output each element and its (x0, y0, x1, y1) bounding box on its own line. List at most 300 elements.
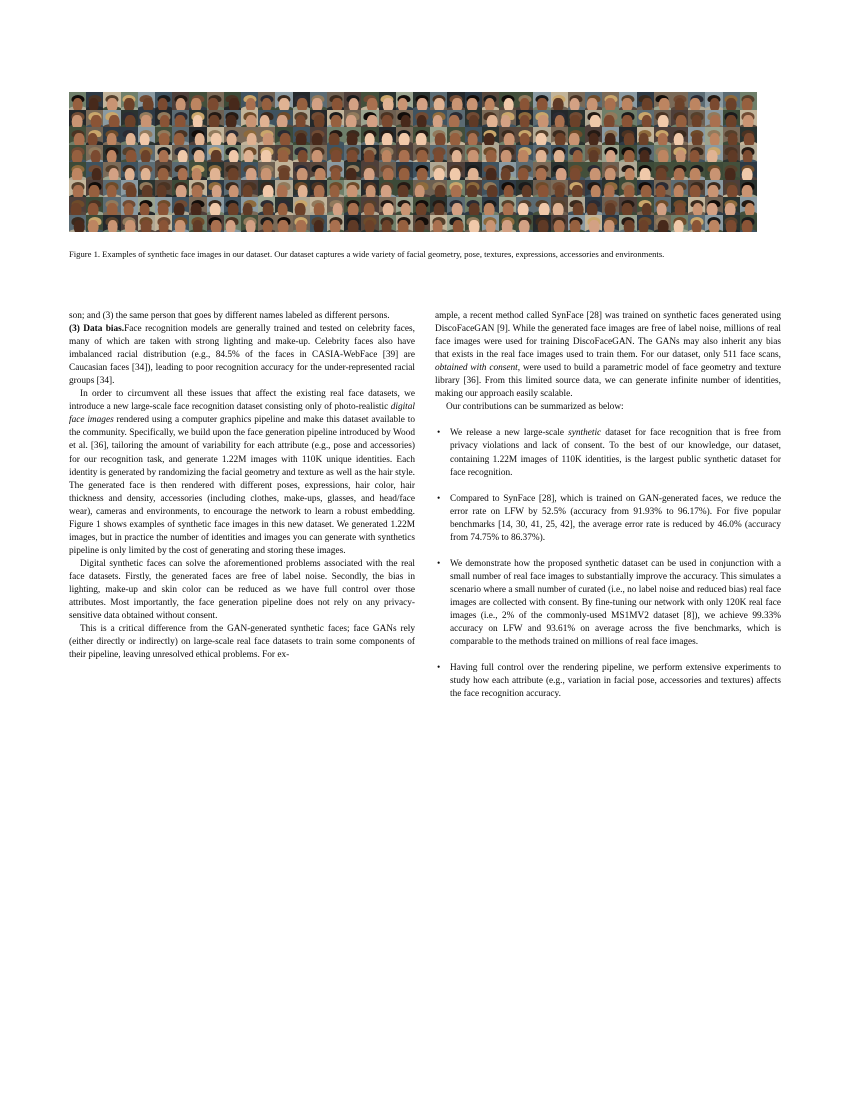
face-thumbnail (189, 127, 206, 145)
face-thumbnail (654, 127, 671, 145)
face-thumbnail (654, 162, 671, 180)
face-thumbnail (224, 145, 241, 163)
paragraph-text: This is a critical difference from the GAN-generated synthetic faces; face GANs rely (either directly or indirectly) on large-scale real face datasets to train some components of their pipeline, leaving unresolved ethical problems. For ex- (69, 624, 415, 661)
face-thumbnail (740, 162, 757, 180)
face-thumbnail (688, 92, 705, 110)
face-thumbnail (447, 127, 464, 145)
face-thumbnail (516, 162, 533, 180)
face-thumbnail (121, 92, 138, 110)
face-thumbnail (86, 145, 103, 163)
face-thumbnail (310, 197, 327, 215)
face-thumbnail (275, 110, 292, 128)
face-thumbnail (499, 92, 516, 110)
face-thumbnail (723, 197, 740, 215)
face-thumbnail (465, 92, 482, 110)
face-thumbnail (688, 162, 705, 180)
face-thumbnail (69, 215, 86, 233)
face-thumbnail (327, 180, 344, 198)
face-thumbnail (138, 197, 155, 215)
face-thumbnail (396, 127, 413, 145)
paragraph-digital-synthetic (69, 558, 415, 623)
face-thumbnail (568, 215, 585, 233)
face-thumbnail (103, 197, 120, 215)
paragraph-continued (69, 310, 415, 323)
bullet-icon: • (437, 663, 441, 674)
face-thumbnail (224, 110, 241, 128)
face-thumbnail (671, 92, 688, 110)
face-thumbnail (189, 92, 206, 110)
face-thumbnail (585, 110, 602, 128)
paragraph-text: , were used to build a parametric model of face geometry and texture library [36]. From this limited source data, we can generate infinite number of identities, making our approach easily scalable. (435, 363, 781, 400)
face-thumbnail (379, 197, 396, 215)
face-thumbnail (551, 197, 568, 215)
face-thumbnail (379, 215, 396, 233)
face-thumbnail (258, 215, 275, 233)
face-thumbnail (671, 215, 688, 233)
face-thumbnail (551, 145, 568, 163)
face-thumbnail (516, 197, 533, 215)
face-thumbnail (551, 215, 568, 233)
face-thumbnail (275, 162, 292, 180)
face-thumbnail (740, 145, 757, 163)
face-thumbnail (619, 127, 636, 145)
face-thumbnail (654, 145, 671, 163)
face-thumbnail (671, 197, 688, 215)
list-item (435, 427, 781, 479)
face-thumbnail (499, 215, 516, 233)
paragraph-emphasis: digital face images (69, 402, 415, 426)
face-thumbnail (705, 215, 722, 233)
face-thumbnail (207, 180, 224, 198)
face-thumbnail (688, 127, 705, 145)
face-thumbnail (310, 110, 327, 128)
face-thumbnail (447, 92, 464, 110)
body-columns (69, 310, 781, 1010)
face-thumbnail (705, 92, 722, 110)
face-thumbnail (551, 127, 568, 145)
face-thumbnail (447, 110, 464, 128)
face-thumbnail (69, 197, 86, 215)
face-thumbnail (671, 110, 688, 128)
face-thumbnail (499, 127, 516, 145)
figure-1-caption: Figure 1. Examples of synthetic face images in our dataset. Our dataset captures a wide variety of facial geometry, pose, textures, expressions, accessories and environments. (69, 249, 665, 259)
bullet-icon: • (437, 558, 441, 569)
face-thumbnail (69, 110, 86, 128)
face-thumbnail (361, 127, 378, 145)
face-thumbnail (344, 215, 361, 233)
list-item-text: Compared to SynFace [28], which is trained on GAN-generated faces, we reduce the error rate on LFW by 52.5% (accuracy from 91.93% to 96.17%). For five popular benchmarks [14, 30, 41, 25, 42], the average error rate is reduced by 46.0% (accuracy from 74.75% to 86.37%). (450, 493, 781, 543)
face-thumbnail (258, 162, 275, 180)
face-thumbnail (551, 110, 568, 128)
face-thumbnail (413, 162, 430, 180)
face-thumbnail (103, 145, 120, 163)
face-thumbnail (121, 145, 138, 163)
face-thumbnail (172, 197, 189, 215)
face-thumbnail (499, 197, 516, 215)
face-thumbnail (310, 92, 327, 110)
face-thumbnail (499, 145, 516, 163)
face-thumbnail (637, 110, 654, 128)
face-thumbnail (568, 145, 585, 163)
face-thumbnail (533, 92, 550, 110)
face-thumbnail (413, 180, 430, 198)
face-thumbnail (86, 110, 103, 128)
face-thumbnail (224, 197, 241, 215)
face-thumbnail (654, 215, 671, 233)
face-thumbnail (499, 180, 516, 198)
face-thumbnail (189, 180, 206, 198)
face-thumbnail (86, 215, 103, 233)
face-thumbnail (121, 127, 138, 145)
list-item-text: dataset for face recognition that is free from privacy violations and lack of consent. To the best of our knowledge, our dataset, containing 1.22M images of 110K identities, is the largest public synthetic dataset for face recognition. (450, 428, 781, 478)
face-thumbnail (103, 110, 120, 128)
face-thumbnail (172, 145, 189, 163)
face-thumbnail (482, 215, 499, 233)
face-thumbnail (275, 92, 292, 110)
face-thumbnail (602, 127, 619, 145)
face-thumbnail (413, 215, 430, 233)
face-thumbnail (327, 145, 344, 163)
face-thumbnail (275, 215, 292, 233)
face-thumbnail (155, 180, 172, 198)
face-thumbnail (344, 180, 361, 198)
face-thumbnail (207, 127, 224, 145)
face-thumbnail (637, 197, 654, 215)
face-thumbnail (361, 162, 378, 180)
face-thumbnail (361, 110, 378, 128)
face-thumbnail (138, 145, 155, 163)
face-thumbnail (740, 110, 757, 128)
face-thumbnail (121, 110, 138, 128)
face-thumbnail (447, 145, 464, 163)
face-thumbnail (241, 92, 258, 110)
face-thumbnail (533, 180, 550, 198)
face-thumbnail (637, 92, 654, 110)
face-thumbnail (224, 180, 241, 198)
face-thumbnail (637, 145, 654, 163)
face-thumbnail (172, 162, 189, 180)
face-thumbnail (637, 215, 654, 233)
paragraph-text: ample, a recent method called SynFace [28] was trained on synthetic faces generated using DiscoFaceGAN [9]. While the generated face images are free of label noise, millions of real face images were used for training DiscoFaceGAN. The GANs may also inherit any bias that exists in the real face images used to train them. For our dataset, only 511 face scans, (435, 311, 781, 361)
face-thumbnail (86, 162, 103, 180)
face-thumbnail (207, 92, 224, 110)
face-thumbnail (551, 92, 568, 110)
face-thumbnail (241, 197, 258, 215)
paragraph-text: rendered using a computer graphics pipeline and make this dataset available to the community. Specifically, we build upon the face generation pipeline introduced by Wood et al. [36], tailoring the amount of variability for each attribute (e.g., pose and accessories) for our recognition task, and generate 1.22M images with 110K unique identities. Each identity is generated by randomizing the facial geometry and texture as well as the hair style. The generated face is then rendered with different poses, expressions, hair color, hair thickness and density, accessories (including clothes, make-ups, glasses, and head/face wear), cameras and environments, to encourage the network to learn a robust embedding. Figure 1 shows examples of synthetic face images in this new dataset. We generated 1.22M images, but in practice the number of identities and images you can generate with synthetics pipeline is only limited by the cost of generating and storing these images. (69, 415, 415, 556)
face-thumbnail (602, 197, 619, 215)
face-thumbnail (430, 145, 447, 163)
face-thumbnail (705, 145, 722, 163)
face-thumbnail (516, 180, 533, 198)
face-thumbnail (207, 162, 224, 180)
face-thumbnail (619, 197, 636, 215)
face-thumbnail (688, 145, 705, 163)
face-thumbnail (138, 180, 155, 198)
face-thumbnail (189, 162, 206, 180)
face-thumbnail (138, 162, 155, 180)
face-thumbnail (241, 127, 258, 145)
face-thumbnail (258, 127, 275, 145)
face-thumbnail (533, 127, 550, 145)
face-thumbnail (740, 127, 757, 145)
face-thumbnail (121, 197, 138, 215)
face-thumbnail (86, 127, 103, 145)
face-thumbnail (740, 92, 757, 110)
face-thumbnail (585, 180, 602, 198)
face-thumbnail (138, 127, 155, 145)
face-thumbnail (654, 110, 671, 128)
face-thumbnail (585, 92, 602, 110)
face-thumbnail (568, 110, 585, 128)
face-thumbnail (327, 92, 344, 110)
face-thumbnail (465, 110, 482, 128)
face-thumbnail (516, 215, 533, 233)
face-thumbnail (482, 162, 499, 180)
face-thumbnail (172, 180, 189, 198)
face-thumbnail (69, 127, 86, 145)
face-thumbnail (241, 180, 258, 198)
face-thumbnail (69, 92, 86, 110)
face-thumbnail (465, 145, 482, 163)
face-thumbnail (310, 215, 327, 233)
face-thumbnail (103, 127, 120, 145)
face-thumbnail (482, 145, 499, 163)
bullet-icon: • (437, 428, 441, 439)
face-thumbnail (69, 180, 86, 198)
face-thumbnail (533, 145, 550, 163)
face-thumbnail (637, 180, 654, 198)
face-thumbnail (258, 110, 275, 128)
face-thumbnail (189, 145, 206, 163)
face-thumbnail (361, 197, 378, 215)
face-thumbnail (224, 215, 241, 233)
face-thumbnail (723, 92, 740, 110)
face-thumbnail (688, 197, 705, 215)
face-thumbnail (224, 127, 241, 145)
face-thumbnail (344, 162, 361, 180)
face-thumbnail (705, 197, 722, 215)
face-thumbnail (533, 197, 550, 215)
face-thumbnail (361, 145, 378, 163)
synthetic-face-grid-image (69, 92, 757, 232)
face-thumbnail (740, 197, 757, 215)
face-thumbnail (516, 92, 533, 110)
face-thumbnail (619, 215, 636, 233)
face-thumbnail (138, 110, 155, 128)
face-thumbnail (293, 197, 310, 215)
face-thumbnail (258, 180, 275, 198)
paragraph-text: son; and (3) the same person that goes by different names labeled as different persons. (69, 311, 390, 321)
face-thumbnail (568, 162, 585, 180)
face-thumbnail (275, 197, 292, 215)
face-thumbnail (585, 215, 602, 233)
contributions-list (435, 427, 781, 701)
face-thumbnail (103, 215, 120, 233)
face-thumbnail (465, 180, 482, 198)
paragraph-circumvent (69, 388, 415, 558)
list-item-text: Having full control over the rendering pipeline, we perform extensive experiments to study how each attribute (e.g., variation in facial pose, accessories and textures) affects the face recognition accuracy. (450, 663, 781, 700)
face-thumbnail (430, 92, 447, 110)
face-thumbnail (379, 92, 396, 110)
list-item-emphasis: synthetic (568, 428, 602, 439)
face-thumbnail (619, 180, 636, 198)
face-thumbnail (637, 162, 654, 180)
face-thumbnail (155, 92, 172, 110)
face-thumbnail (293, 162, 310, 180)
face-thumbnail (568, 92, 585, 110)
face-thumbnail (138, 215, 155, 233)
list-item (435, 493, 781, 545)
paragraph-lead-in: (3) Data bias. (69, 324, 125, 335)
face-thumbnail (482, 110, 499, 128)
face-thumbnail (121, 215, 138, 233)
face-thumbnail (499, 110, 516, 128)
face-thumbnail (619, 110, 636, 128)
list-item (435, 558, 781, 649)
face-thumbnail (293, 145, 310, 163)
figure-1 (69, 92, 757, 232)
face-thumbnail (413, 110, 430, 128)
face-thumbnail (172, 110, 189, 128)
paragraph-contributions-intro (435, 401, 781, 414)
face-thumbnail (189, 197, 206, 215)
face-thumbnail (654, 197, 671, 215)
face-thumbnail (155, 127, 172, 145)
face-thumbnail (551, 180, 568, 198)
face-thumbnail (155, 110, 172, 128)
list-item-text: We demonstrate how the proposed synthetic dataset can be used in conjunction with a small number of real face images to substantially improve the accuracy. This simulates a scenario where a small number of curated (i.e., no label noise and reduced bias) real face images are collected with consent. By fine-tuning our network with only 120K real face images (i.e., 2% of the commonly-used MS1MV2 dataset [8]), we achieve 99.33% accuracy on LFW and 93.61% on average across the five benchmarks, which is comparable to the methods trained on millions of real face images. (450, 558, 781, 648)
face-thumbnail (327, 197, 344, 215)
face-thumbnail (241, 215, 258, 233)
face-thumbnail (344, 127, 361, 145)
face-thumbnail (430, 162, 447, 180)
face-thumbnail (121, 180, 138, 198)
face-thumbnail (671, 127, 688, 145)
face-thumbnail (723, 110, 740, 128)
face-thumbnail (602, 92, 619, 110)
face-thumbnail (207, 110, 224, 128)
face-thumbnail (293, 180, 310, 198)
face-thumbnail (293, 215, 310, 233)
face-thumbnail (327, 127, 344, 145)
face-thumbnail (327, 110, 344, 128)
face-thumbnail (241, 110, 258, 128)
face-thumbnail (688, 215, 705, 233)
face-thumbnail (396, 215, 413, 233)
face-thumbnail (172, 92, 189, 110)
face-thumbnail (585, 127, 602, 145)
face-thumbnail (671, 162, 688, 180)
face-thumbnail (740, 215, 757, 233)
face-thumbnail (69, 145, 86, 163)
face-thumbnail (396, 145, 413, 163)
face-thumbnail (654, 180, 671, 198)
face-thumbnail (447, 180, 464, 198)
face-thumbnail (258, 197, 275, 215)
face-thumbnail (619, 92, 636, 110)
face-thumbnail (241, 145, 258, 163)
face-thumbnail (465, 127, 482, 145)
face-thumbnail (103, 92, 120, 110)
face-thumbnail (275, 145, 292, 163)
face-thumbnail (396, 110, 413, 128)
face-thumbnail (121, 162, 138, 180)
face-thumbnail (172, 127, 189, 145)
face-thumbnail (310, 180, 327, 198)
face-thumbnail (275, 180, 292, 198)
face-thumbnail (189, 215, 206, 233)
face-thumbnail (705, 127, 722, 145)
face-thumbnail (172, 215, 189, 233)
face-thumbnail (327, 162, 344, 180)
face-thumbnail (499, 162, 516, 180)
face-thumbnail (379, 180, 396, 198)
face-thumbnail (671, 180, 688, 198)
face-thumbnail (688, 180, 705, 198)
face-thumbnail (516, 145, 533, 163)
paragraph-text: Digital synthetic faces can solve the aforementioned problems associated with the real face datasets. Firstly, the generated faces are free of label noise. Secondly, the bias in lighting, make-up and skin color can be reduced as we have full control over those attributes. Most importantly, the face generation pipeline does not rely on any privacy-sensitive data obtained without consent. (69, 558, 415, 622)
face-thumbnail (602, 110, 619, 128)
left-column (69, 310, 415, 1010)
face-thumbnail (654, 92, 671, 110)
face-thumbnail (568, 127, 585, 145)
face-thumbnail (602, 162, 619, 180)
right-column (435, 310, 781, 1010)
face-thumbnail (482, 92, 499, 110)
face-thumbnail (396, 92, 413, 110)
face-thumbnail (103, 162, 120, 180)
face-thumbnail (69, 162, 86, 180)
face-thumbnail (482, 197, 499, 215)
face-thumbnail (207, 215, 224, 233)
face-thumbnail (207, 145, 224, 163)
face-thumbnail (688, 110, 705, 128)
face-thumbnail (86, 197, 103, 215)
face-thumbnail (293, 92, 310, 110)
face-thumbnail (533, 215, 550, 233)
face-thumbnail (430, 215, 447, 233)
face-thumbnail (361, 92, 378, 110)
face-thumbnail (207, 197, 224, 215)
face-thumbnail (224, 92, 241, 110)
face-thumbnail (723, 145, 740, 163)
face-thumbnail (671, 145, 688, 163)
face-thumbnail (585, 145, 602, 163)
face-thumbnail (138, 92, 155, 110)
bullet-icon: • (437, 493, 441, 504)
face-thumbnail (155, 197, 172, 215)
face-thumbnail (189, 110, 206, 128)
face-thumbnail (379, 110, 396, 128)
face-thumbnail (258, 92, 275, 110)
face-thumbnail (310, 145, 327, 163)
list-item-text: We release a new large-scale (450, 428, 569, 439)
face-thumbnail (602, 215, 619, 233)
face-thumbnail (430, 180, 447, 198)
paragraph-text: Face recognition models are generally trained and tested on celebrity faces, many of which are taken with strong lighting and make-up. Celebrity faces also have imbalanced racial distribution (e.g., 84.5% of the faces in CASIA-WebFace [39] are Caucasian faces [34]), leading to poor recognition accuracy for the under-represented racial groups [34]. (69, 324, 415, 387)
face-thumbnail (705, 110, 722, 128)
face-thumbnail (361, 180, 378, 198)
face-thumbnail (705, 162, 722, 180)
face-thumbnail (619, 145, 636, 163)
face-thumbnail (447, 215, 464, 233)
face-thumbnail (379, 145, 396, 163)
face-thumbnail (155, 162, 172, 180)
face-thumbnail (568, 197, 585, 215)
face-thumbnail (310, 162, 327, 180)
face-thumbnail (585, 162, 602, 180)
face-thumbnail (327, 215, 344, 233)
